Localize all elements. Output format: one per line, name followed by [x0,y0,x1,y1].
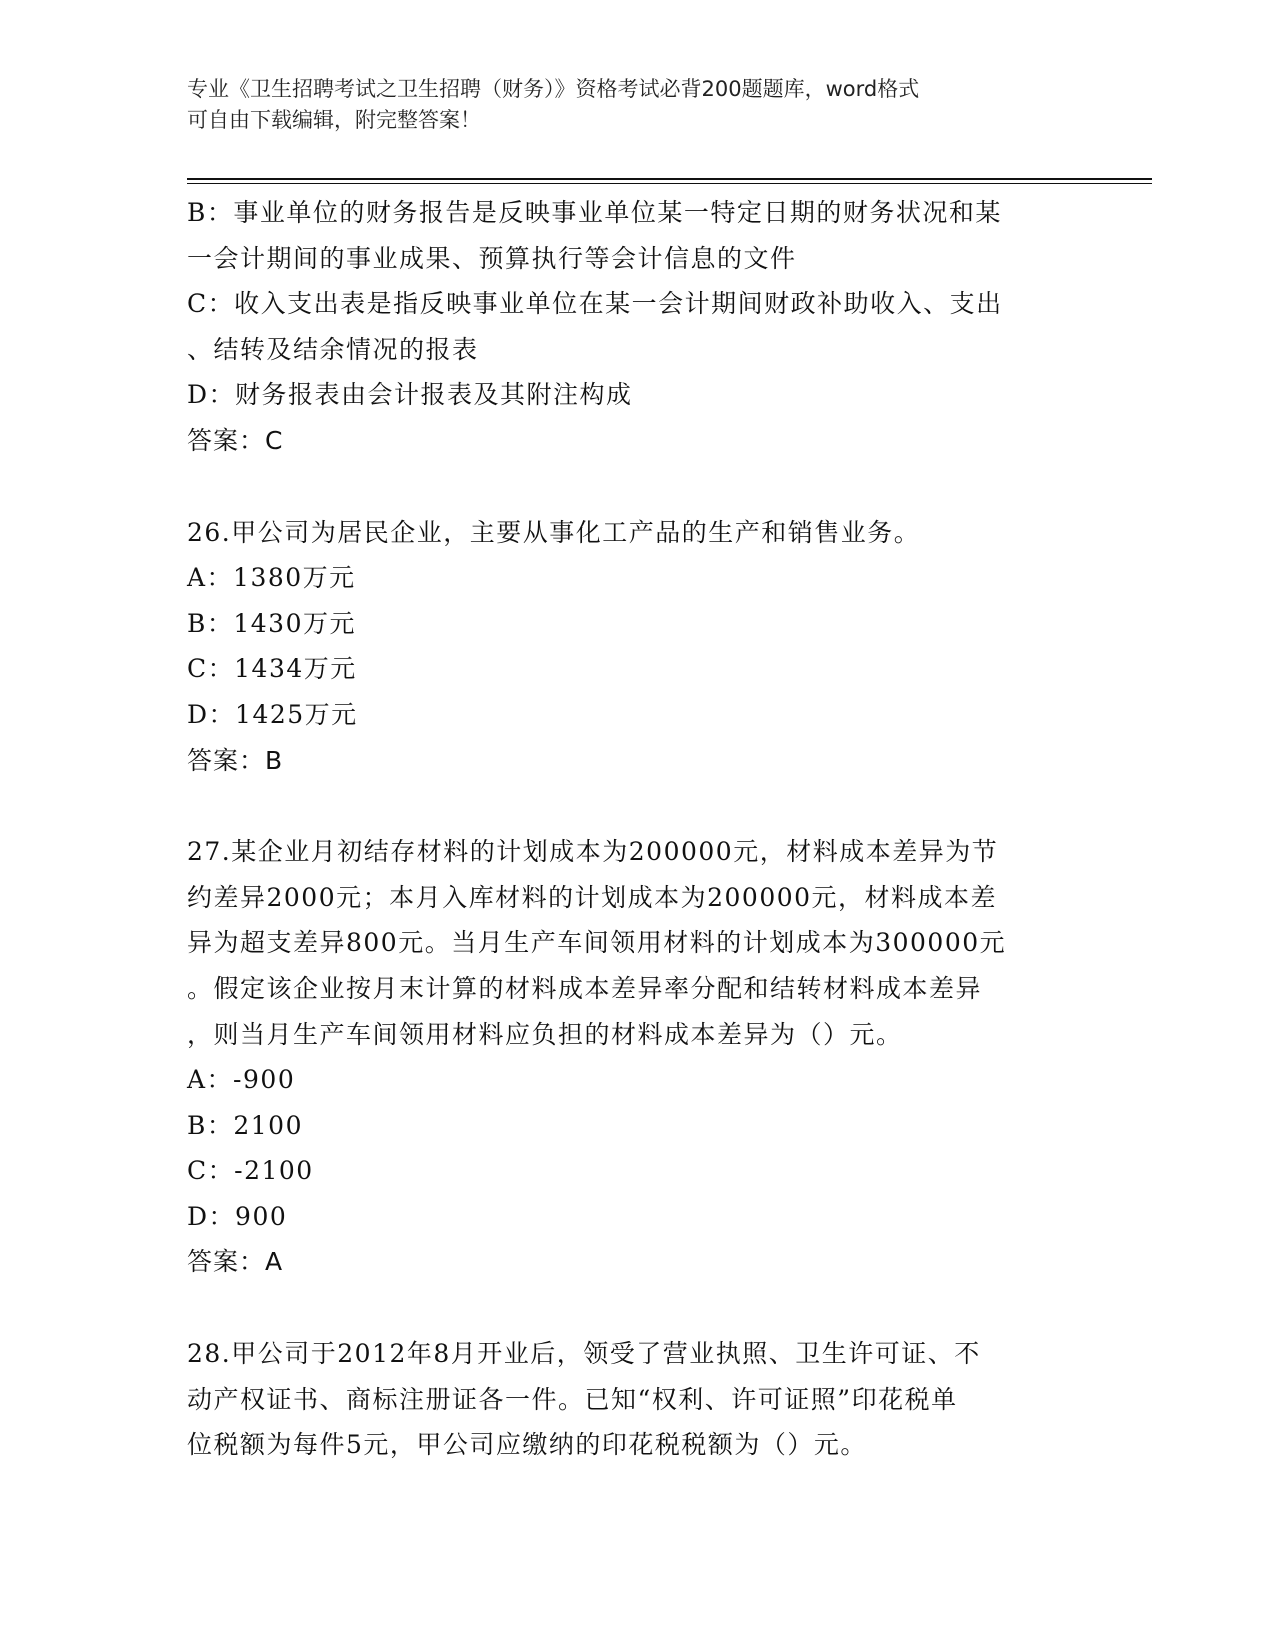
option-c: C：-2100 [187,1156,314,1186]
question-27 [187,829,1077,1285]
answer: 答案：A [187,1247,284,1277]
header-divider [187,178,1152,180]
question-text: 28.甲公司于2012年8月开业后，领受了营业执照、卫生许可证、不 [187,1339,981,1369]
question-28 [187,1331,1077,1468]
question-26 [187,510,1077,784]
header-divider-thin [187,183,1152,184]
answer: 答案：C [187,425,284,455]
question-text-cont: 。假定该企业按月末计算的材料成本差异率分配和结转材料成本差异 [187,973,983,1003]
option-d: D：1425万元 [187,699,358,729]
option-b: B：事业单位的财务报告是反映事业单位某一特定日期的财务状况和某 [187,198,1002,227]
option-b: B：1430万元 [187,608,356,638]
question-text-cont: 位税额为每件5元，甲公司应缴纳的印花税税额为（）元。 [187,1430,867,1460]
page-header [187,74,1067,136]
question-25-continued [187,190,1077,464]
option-b-cont: 一会计期间的事业成果、预算执行等会计信息的文件 [187,243,797,273]
header-line: 专业《卫生招聘考试之卫生招聘（财务）》资格考试必背200题题库，word格式 [187,77,920,101]
question-text-cont: 动产权证书、商标注册证各一件。已知“权利、许可证照”印花税单 [187,1384,958,1414]
option-a: A：-900 [187,1065,296,1095]
option-d: D：900 [187,1201,288,1231]
option-b: B：2100 [187,1110,303,1140]
question-text-cont: 约差异2000元；本月入库材料的计划成本为200000元，材料成本差 [187,882,998,912]
header-line: 可自由下载编辑，附完整答案！ [187,108,481,132]
question-text-cont: 异为超支差异800元。当月生产车间领用材料的计划成本为300000元 [187,928,1007,958]
question-text: 26.甲公司为居民企业，主要从事化工产品的生产和销售业务。 [187,517,921,547]
question-text-cont: ，则当月生产车间领用材料应负担的材料成本差异为（）元。 [187,1019,903,1049]
option-c-cont: 、结转及结余情况的报表 [187,334,479,364]
option-a: A：1380万元 [187,563,356,593]
document-body [187,190,1077,1468]
question-text: 27.某企业月初结存材料的计划成本为200000元，材料成本差异为节 [187,837,999,867]
option-d: D：财务报表由会计报表及其附注构成 [187,380,633,410]
option-c: C：1434万元 [187,654,357,684]
option-c: C：收入支出表是指反映事业单位在某一会计期间财政补助收入、支出 [187,289,1003,319]
answer: 答案：B [187,745,284,775]
